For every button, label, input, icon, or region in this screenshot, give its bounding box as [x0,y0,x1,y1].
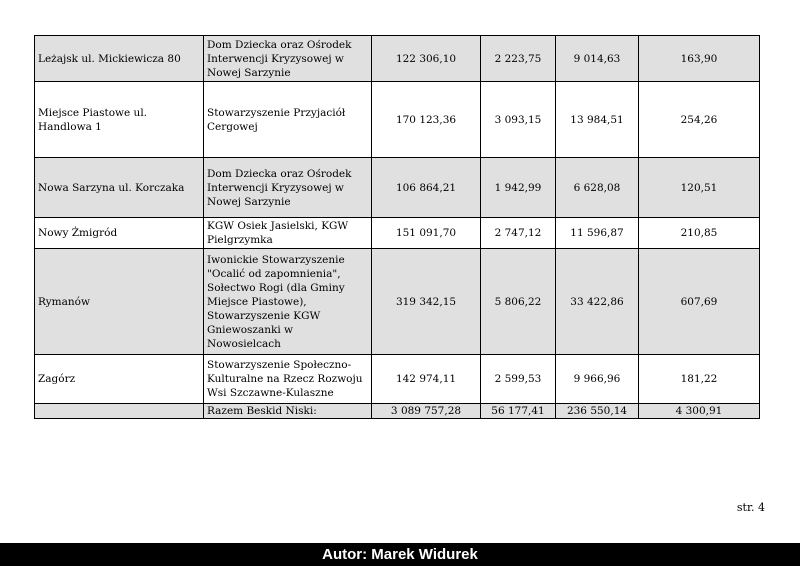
value-cell: 2 223,75 [481,36,556,82]
value-cell: 3 093,15 [481,82,556,158]
total-value: 3 089 757,28 [372,404,481,419]
table-row [35,249,760,355]
total-value: 56 177,41 [481,404,556,419]
organization-cell: Dom Dziecka oraz Ośrodek Interwencji Kryzysowej w Nowej Sarzynie [204,158,372,218]
table-row [35,355,760,404]
value-cell: 254,26 [639,82,760,158]
value-cell: 11 596,87 [556,218,639,249]
value-cell: 122 306,10 [372,36,481,82]
value-cell: 1 942,99 [481,158,556,218]
organization-cell: KGW Osiek Jasielski, KGW Pielgrzymka [204,218,372,249]
value-cell: 181,22 [639,355,760,404]
organization-cell: Stowarzyszenie Przyjaciół Cergowej [204,82,372,158]
organization-cell: Iwonickie Stowarzyszenie "Ocalić od zapomnienia", Sołectwo Rogi (dla Gminy Miejsce Piastowe), Stowarzyszenie KGW Gniewoszanki w Nowosielcach [204,249,372,355]
data-table [34,35,760,419]
organization-cell: Stowarzyszenie Społeczno-Kulturalne na Rzecz Rozwoju Wsi Szczawne-Kulaszne [204,355,372,404]
value-cell: 5 806,22 [481,249,556,355]
value-cell: 607,69 [639,249,760,355]
location-cell: Rymanów [35,249,204,355]
location-cell: Miejsce Piastowe ul. Handlowa 1 [35,82,204,158]
location-cell: Nowy Żmigród [35,218,204,249]
total-value: 236 550,14 [556,404,639,419]
value-cell: 33 422,86 [556,249,639,355]
value-cell: 120,51 [639,158,760,218]
value-cell: 210,85 [639,218,760,249]
value-cell: 319 342,15 [372,249,481,355]
value-cell: 2 599,53 [481,355,556,404]
page-number: str. 4 [736,501,765,514]
total-row [35,404,760,419]
value-cell: 9 966,96 [556,355,639,404]
organization-cell: Dom Dziecka oraz Ośrodek Interwencji Kryzysowej w Nowej Sarzynie [204,36,372,82]
table-row [35,158,760,218]
total-value: 4 300,91 [639,404,760,419]
value-cell: 163,90 [639,36,760,82]
value-cell: 6 628,08 [556,158,639,218]
total-label: Razem Beskid Niski: [204,404,372,419]
author-footer: Autor: Marek Widurek [0,543,800,566]
value-cell: 13 984,51 [556,82,639,158]
table-row [35,82,760,158]
location-cell: Nowa Sarzyna ul. Korczaka [35,158,204,218]
value-cell: 9 014,63 [556,36,639,82]
table-row [35,218,760,249]
value-cell: 170 123,36 [372,82,481,158]
location-cell: Leżajsk ul. Mickiewicza 80 [35,36,204,82]
value-cell: 142 974,11 [372,355,481,404]
table-row [35,36,760,82]
empty-cell [35,404,204,419]
value-cell: 106 864,21 [372,158,481,218]
location-cell: Zagórz [35,355,204,404]
value-cell: 151 091,70 [372,218,481,249]
value-cell: 2 747,12 [481,218,556,249]
